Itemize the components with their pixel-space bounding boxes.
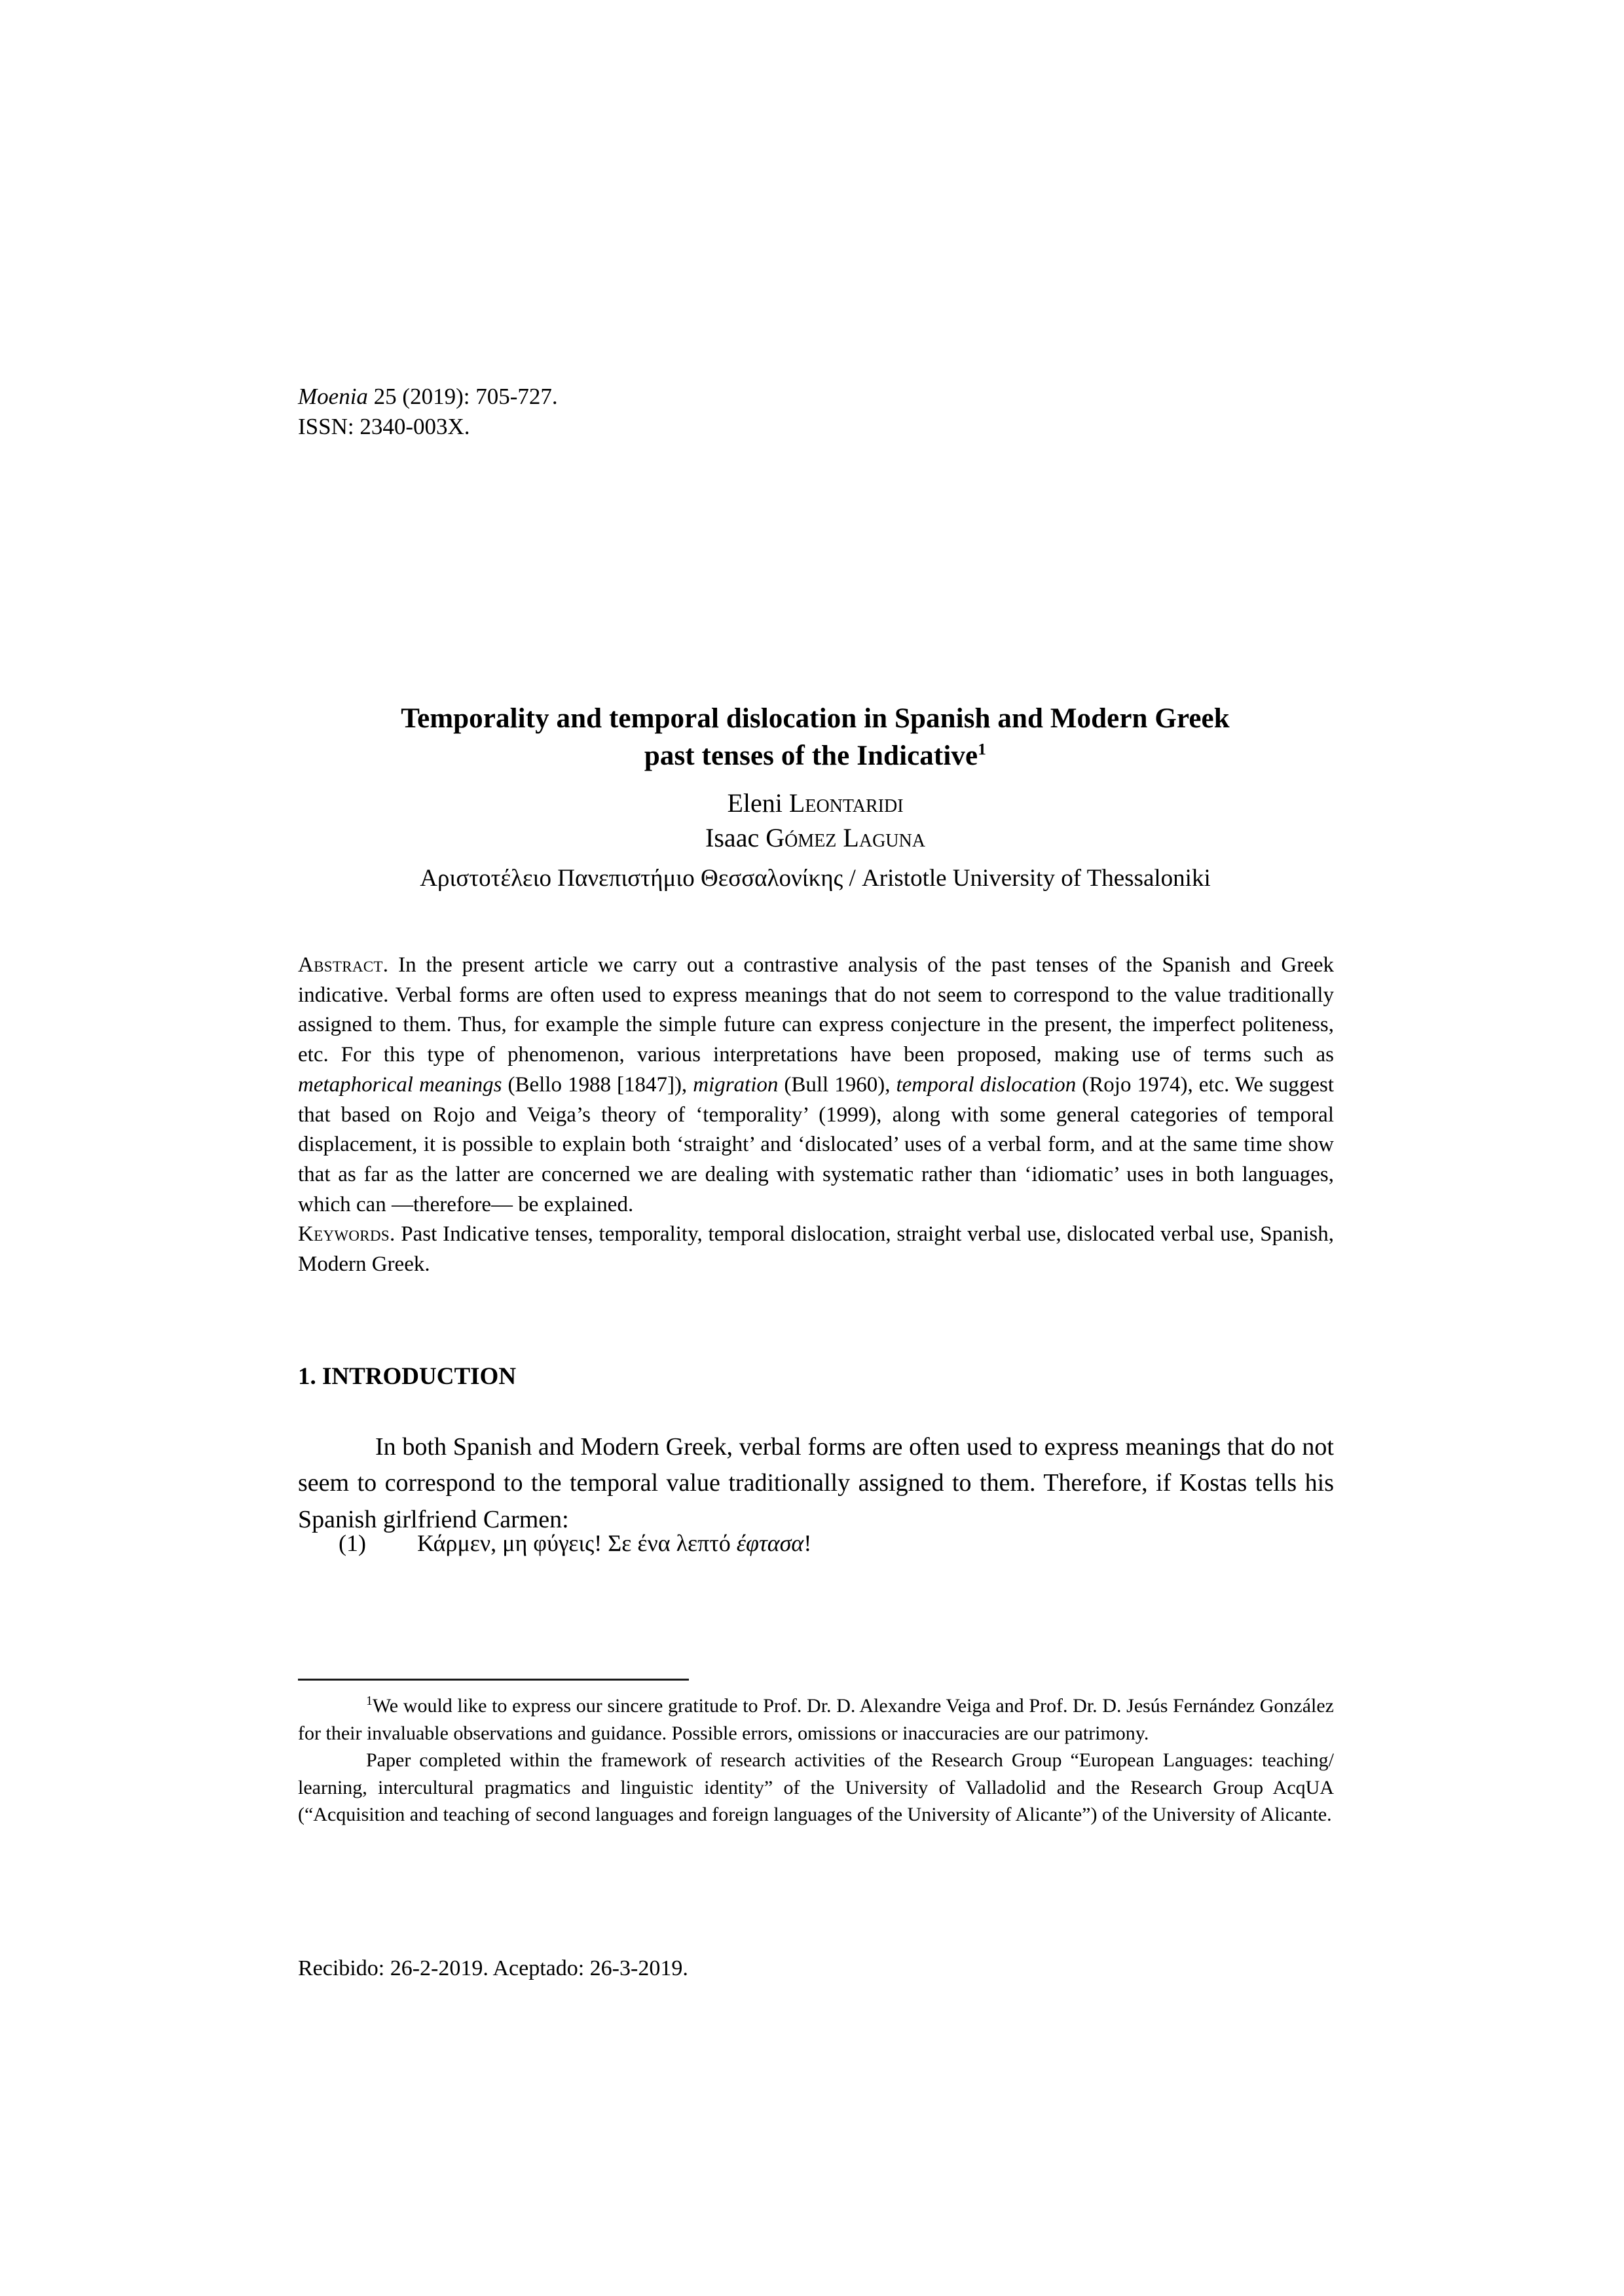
- abstract-text-2: (Bello 1988 [1847]),: [502, 1072, 693, 1097]
- footnote-text-1: We would like to express our sincere gratitude to Prof. Dr. D. Alexandre Veiga and Prof. Dr. D. Jesús Fernández González for their invaluable observations and guidance. Possible errors, omissions or inaccuracies are our patrimony.: [298, 1695, 1334, 1744]
- abstract-paragraph: [298, 951, 1334, 1220]
- author-1: [298, 786, 1333, 820]
- abstract-text-4: (Rojo 1974), etc. We suggest that based on Rojo and Veiga’s theory of ‘temporality’ (1999), along with some general categories of temporal displacement, it is possible to explain both ‘straight’ and ‘dislocated’ uses of a verbal form, and at the same time show that as far as the latter are concerned we are dealing with systematic rather than ‘idiomatic’ uses in both languages, which can —therefore— be explained.: [298, 1072, 1334, 1216]
- author-affiliation: Αριστοτέλειο Πανεπιστήμιο Θεσσαλονίκης / Aristotle University of Thessaloniki: [420, 865, 1211, 892]
- footnote-1: [298, 1692, 1334, 1829]
- introduction-paragraph: In both Spanish and Modern Greek, verbal forms are often used to express meanings that do not seem to correspond to the temporal value traditionally assigned to them. Therefore, if Kostas tells his Spanish girlfriend Carmen:: [298, 1433, 1334, 1533]
- abstract-block: [298, 951, 1334, 1280]
- example-number: (1): [339, 1530, 366, 1556]
- received-accepted-dates: Recibido: 26-2-2019. Aceptado: 26-3-2019.: [298, 1956, 688, 1980]
- abstract-label: Abstract.: [298, 953, 389, 977]
- abstract-text-3: (Bull 1960),: [778, 1072, 896, 1097]
- keywords-paragraph: [298, 1220, 1334, 1279]
- journal-name: Moenia: [298, 384, 368, 409]
- title-line-1: Temporality and temporal dislocation in Spanish and Modern Greek: [401, 702, 1230, 734]
- journal-issn: ISSN: 2340-003X.: [298, 414, 470, 440]
- example-text: [417, 1530, 811, 1556]
- title-footnote-marker: 1: [978, 740, 987, 759]
- footnote-marker: 1: [366, 1694, 373, 1708]
- example-text-after: !: [803, 1530, 812, 1556]
- keywords-label: Keywords.: [298, 1222, 396, 1247]
- author-2-surname: Gómez Laguna: [766, 823, 925, 853]
- footnote-paragraph-2: Paper completed within the framework of research activities of the Research Group “European Languages: teaching/ learning, intercultural pragmatics and linguistic identity” of the University of Valladolid and the Research Group AcqUA (“Acquisition and teaching of second languages and foreign languages of the University of Alicante”) of the University of Alicante.: [298, 1749, 1334, 1826]
- title-line-2: past tenses of the Indicative: [644, 740, 978, 772]
- keywords-text: Past Indicative tenses, temporality, temporal dislocation, straight verbal use, dislocated verbal use, Spanish, Modern Greek.: [298, 1222, 1334, 1277]
- section-heading-introduction: 1. INTRODUCTION: [298, 1362, 517, 1390]
- abstract-text-1: In the present article we carry out a contrastive analysis of the past tenses of the Spanish and Greek indicative. Verbal forms are often used to express meanings that do not seem to correspond to the value traditionally assigned to them. Thus, for example the simple future can express conjecture in the present, the imperfect politeness, etc. For this type of phenomenon, various interpretations have been proposed, making use of terms such as: [298, 953, 1334, 1067]
- footnote-paragraph-1: [298, 1692, 1334, 1747]
- author-1-given: Eleni: [727, 788, 789, 818]
- abstract-italic-2: migration: [693, 1072, 779, 1097]
- author-list: [298, 786, 1333, 855]
- author-2-given: Isaac: [705, 823, 766, 853]
- example-italic: έφτασα: [736, 1530, 804, 1556]
- abstract-italic-3: temporal dislocation: [896, 1072, 1077, 1097]
- journal-citation-line: [298, 382, 1333, 412]
- example-1: [298, 1527, 1334, 1559]
- abstract-italic-1: metaphorical meanings: [298, 1072, 502, 1097]
- journal-citation: 25 (2019): 705-727.: [367, 384, 558, 409]
- author-2: [298, 820, 1333, 855]
- page-title: [298, 700, 1333, 775]
- example-text-before: Κάρμεν, μη φύγεις! Σε ένα λεπτό: [417, 1530, 737, 1556]
- journal-header: [298, 382, 1333, 442]
- author-1-surname: Leontaridi: [788, 788, 904, 818]
- footnote-separator: [298, 1679, 689, 1681]
